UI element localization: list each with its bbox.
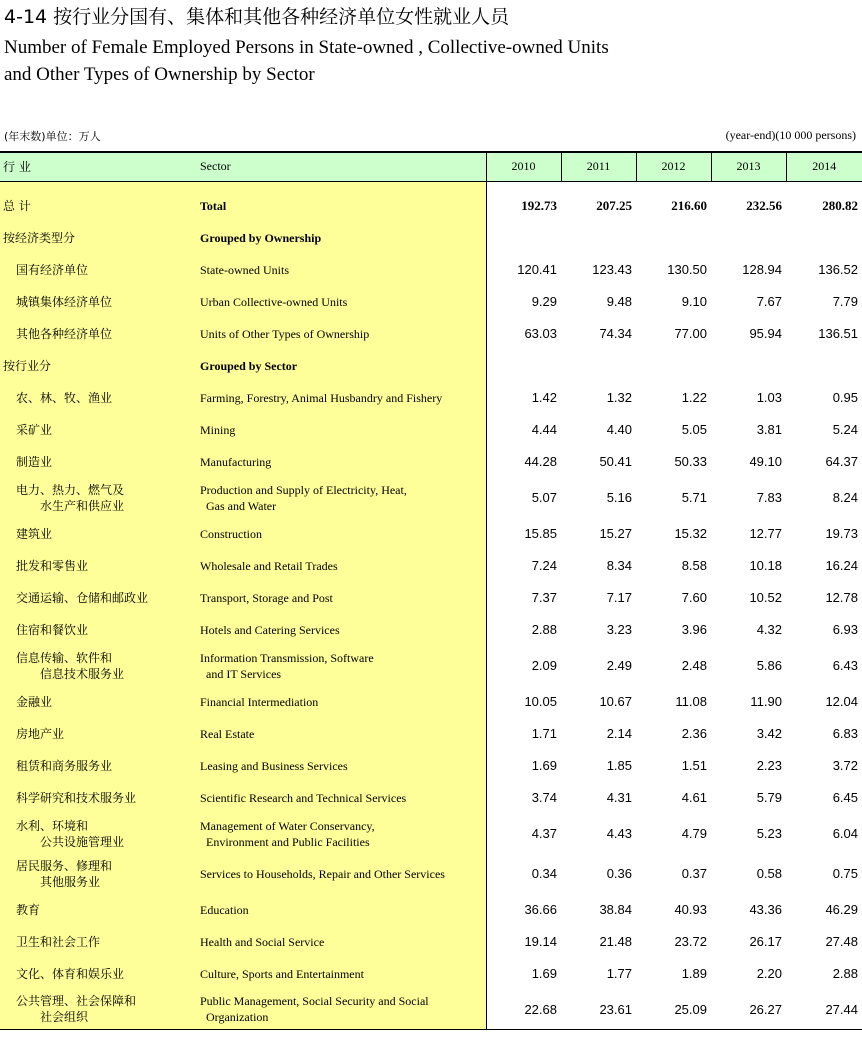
- row-label-chinese-text: 采矿业: [16, 422, 53, 437]
- table-row: [0, 222, 862, 254]
- row-label-english: [196, 478, 486, 518]
- value-cell: 7.24: [486, 550, 561, 582]
- value-cell: 7.60: [636, 582, 711, 614]
- table-row: [0, 446, 862, 478]
- row-label-chinese-continuation: 公共设施管理业: [40, 834, 125, 849]
- value-cell: 10.05: [486, 686, 561, 718]
- row-label-english-continuation: Environment and Public Facilities: [206, 834, 370, 849]
- row-label-english: [196, 414, 486, 446]
- statistics-table: [0, 151, 862, 1030]
- row-label-chinese: [0, 286, 196, 318]
- row-label-english: [196, 190, 486, 222]
- value-cell: 2.48: [636, 646, 711, 686]
- value-cell: 46.29: [786, 894, 862, 926]
- value-cell: 10.18: [711, 550, 786, 582]
- table-title-english-line2: and Other Types of Ownership by Sector: [4, 64, 315, 85]
- value-cell: 44.28: [486, 446, 561, 478]
- value-cell: 8.24: [786, 478, 862, 518]
- value-cell: 3.42: [711, 718, 786, 750]
- value-cell: 5.86: [711, 646, 786, 686]
- row-label-english-text: Public Management, Social Security and Social: [200, 994, 429, 1009]
- row-label-english-text: Farming, Forestry, Animal Husbandry and Fishery: [200, 390, 443, 405]
- header-sector-chinese: 行 业: [0, 152, 196, 181]
- unit-note-english: (year-end)(10 000 persons): [725, 128, 856, 142]
- row-label-english-text: Units of Other Types of Ownership: [200, 326, 370, 341]
- value-cell: 36.66: [486, 894, 561, 926]
- value-cell: 15.32: [636, 518, 711, 550]
- row-label-english-text: Hotels and Catering Services: [200, 622, 340, 637]
- row-label-chinese: [0, 894, 196, 926]
- value-cell: 7.79: [786, 286, 862, 318]
- value-cell: 50.33: [636, 446, 711, 478]
- value-cell: [711, 350, 786, 382]
- value-cell: 4.79: [636, 814, 711, 854]
- row-label-chinese-text: 制造业: [16, 454, 53, 469]
- value-cell: 0.95: [786, 382, 862, 414]
- value-cell: 4.61: [636, 782, 711, 814]
- row-label-english: [196, 854, 486, 894]
- row-label-english: [196, 614, 486, 646]
- row-label-english: [196, 782, 486, 814]
- row-label-english-text: Management of Water Conservancy,: [200, 818, 375, 833]
- table-row: [0, 550, 862, 582]
- table-row: [0, 190, 862, 222]
- value-cell: 1.69: [486, 750, 561, 782]
- value-cell: 27.48: [786, 926, 862, 958]
- value-cell: 16.24: [786, 550, 862, 582]
- row-label-english-text: Education: [200, 902, 249, 917]
- row-label-english-text: Culture, Sports and Entertainment: [200, 966, 364, 981]
- value-cell: 49.10: [711, 446, 786, 478]
- row-label-chinese: [0, 350, 196, 382]
- row-label-english: [196, 582, 486, 614]
- row-label-chinese-text: 其他各种经济单位: [16, 326, 113, 341]
- row-label-chinese-text: 租赁和商务服务业: [16, 758, 113, 773]
- table-row: [0, 414, 862, 446]
- table-body: [0, 181, 862, 1030]
- value-cell: 1.85: [561, 750, 636, 782]
- value-cell: 3.81: [711, 414, 786, 446]
- row-label-english-text: Total: [200, 198, 227, 213]
- value-cell: 130.50: [636, 254, 711, 286]
- row-label-english-text: Real Estate: [200, 726, 255, 741]
- value-cell: 1.69: [486, 958, 561, 990]
- row-label-english: [196, 518, 486, 550]
- value-cell: 22.68: [486, 990, 561, 1030]
- value-cell: 4.43: [561, 814, 636, 854]
- value-cell: 6.04: [786, 814, 862, 854]
- value-cell: 95.94: [711, 318, 786, 350]
- row-label-chinese: [0, 518, 196, 550]
- row-label-chinese-text: 公共管理、社会保障和: [16, 994, 137, 1009]
- row-label-chinese-continuation: 其他服务业: [40, 874, 101, 889]
- value-cell: 64.37: [786, 446, 862, 478]
- table-row: [0, 614, 862, 646]
- value-cell: 10.52: [711, 582, 786, 614]
- table-title-chinese: 4-14 按行业分国有、集体和其他各种经济单位女性就业人员: [4, 6, 510, 28]
- row-label-english-text: Grouped by Sector: [200, 358, 298, 373]
- table-row: [0, 782, 862, 814]
- value-cell: 2.49: [561, 646, 636, 686]
- value-cell: 136.52: [786, 254, 862, 286]
- value-cell: 4.32: [711, 614, 786, 646]
- row-label-chinese-text: 住宿和餐饮业: [16, 622, 89, 637]
- value-cell: [786, 350, 862, 382]
- table-title-english-line1: Number of Female Employed Persons in State-owned , Collective-owned Units: [4, 37, 609, 58]
- value-cell: 23.61: [561, 990, 636, 1030]
- table-row: [0, 382, 862, 414]
- value-cell: 1.77: [561, 958, 636, 990]
- value-cell: 5.07: [486, 478, 561, 518]
- row-label-chinese: [0, 550, 196, 582]
- value-cell: 8.58: [636, 550, 711, 582]
- row-label-chinese: [0, 414, 196, 446]
- row-label-english: [196, 382, 486, 414]
- row-label-chinese: [0, 382, 196, 414]
- row-label-chinese-text: 电力、热力、燃气及: [16, 482, 125, 497]
- row-label-chinese-continuation: 水生产和供应业: [40, 498, 125, 513]
- table-row: [0, 646, 862, 686]
- value-cell: 1.03: [711, 382, 786, 414]
- value-cell: 26.27: [711, 990, 786, 1030]
- value-cell: 0.36: [561, 854, 636, 894]
- value-cell: 280.82: [786, 190, 862, 222]
- value-cell: 15.85: [486, 518, 561, 550]
- value-cell: 19.14: [486, 926, 561, 958]
- row-label-english: [196, 446, 486, 478]
- row-label-english: [196, 926, 486, 958]
- row-label-chinese: [0, 958, 196, 990]
- row-label-chinese-text: 总 计: [3, 198, 31, 213]
- value-cell: 38.84: [561, 894, 636, 926]
- row-label-chinese: [0, 686, 196, 718]
- value-cell: 7.83: [711, 478, 786, 518]
- header-year: 2012: [636, 152, 711, 181]
- value-cell: 0.75: [786, 854, 862, 894]
- value-cell: 21.48: [561, 926, 636, 958]
- row-label-english-text: Production and Supply of Electricity, Heat,: [200, 482, 407, 497]
- value-cell: 0.34: [486, 854, 561, 894]
- value-cell: 12.77: [711, 518, 786, 550]
- value-cell: 1.89: [636, 958, 711, 990]
- value-cell: 7.17: [561, 582, 636, 614]
- row-label-chinese: [0, 990, 196, 1030]
- row-label-english-text: Leasing and Business Services: [200, 758, 348, 773]
- value-cell: 23.72: [636, 926, 711, 958]
- value-cell: 1.32: [561, 382, 636, 414]
- value-cell: 50.41: [561, 446, 636, 478]
- value-cell: 26.17: [711, 926, 786, 958]
- row-label-english-text: State-owned Units: [200, 262, 289, 277]
- value-cell: 120.41: [486, 254, 561, 286]
- value-cell: 15.27: [561, 518, 636, 550]
- value-cell: 4.31: [561, 782, 636, 814]
- header-year: 2011: [561, 152, 636, 181]
- value-cell: 9.10: [636, 286, 711, 318]
- row-label-chinese-continuation: 信息技术服务业: [40, 666, 125, 681]
- row-label-chinese-text: 信息传输、软件和: [16, 650, 113, 665]
- row-label-chinese: [0, 926, 196, 958]
- row-label-english: [196, 286, 486, 318]
- row-label-english: [196, 350, 486, 382]
- row-label-chinese-text: 城镇集体经济单位: [16, 294, 113, 309]
- value-cell: 123.43: [561, 254, 636, 286]
- table-row: [0, 750, 862, 782]
- row-label-english: [196, 894, 486, 926]
- row-label-chinese-text: 文化、体育和娱乐业: [16, 966, 125, 981]
- value-cell: 9.29: [486, 286, 561, 318]
- value-cell: 11.08: [636, 686, 711, 718]
- value-cell: 11.90: [711, 686, 786, 718]
- row-label-chinese-text: 国有经济单位: [16, 262, 89, 277]
- value-cell: 3.74: [486, 782, 561, 814]
- value-cell: 40.93: [636, 894, 711, 926]
- row-label-english-text: Wholesale and Retail Trades: [200, 558, 338, 573]
- value-cell: 207.25: [561, 190, 636, 222]
- row-label-chinese-text: 金融业: [16, 694, 53, 709]
- value-cell: 4.37: [486, 814, 561, 854]
- row-label-chinese: [0, 718, 196, 750]
- row-label-english: [196, 718, 486, 750]
- value-cell: 19.73: [786, 518, 862, 550]
- row-label-chinese-text: 居民服务、修理和: [16, 858, 113, 873]
- row-label-english-text: Mining: [200, 422, 236, 437]
- value-cell: 43.36: [711, 894, 786, 926]
- value-cell: 6.93: [786, 614, 862, 646]
- value-cell: 3.72: [786, 750, 862, 782]
- value-cell: 25.09: [636, 990, 711, 1030]
- header-year: 2010: [486, 152, 561, 181]
- value-cell: 2.23: [711, 750, 786, 782]
- value-cell: [711, 222, 786, 254]
- table-row: [0, 582, 862, 614]
- row-label-english-text: Services to Households, Repair and Other Services: [200, 866, 445, 881]
- row-label-english: [196, 550, 486, 582]
- value-cell: [561, 350, 636, 382]
- table-header-row: [0, 152, 862, 181]
- value-cell: 9.48: [561, 286, 636, 318]
- value-cell: 192.73: [486, 190, 561, 222]
- row-label-chinese-text: 批发和零售业: [16, 558, 89, 573]
- row-label-chinese-continuation: 社会组织: [40, 1010, 89, 1025]
- row-label-chinese: [0, 582, 196, 614]
- value-cell: 216.60: [636, 190, 711, 222]
- value-cell: 12.04: [786, 686, 862, 718]
- table-row: [0, 894, 862, 926]
- row-label-chinese-text: 科学研究和技术服务业: [16, 790, 137, 805]
- row-label-chinese: [0, 750, 196, 782]
- value-cell: 5.71: [636, 478, 711, 518]
- row-label-english: [196, 318, 486, 350]
- value-cell: 232.56: [711, 190, 786, 222]
- row-label-english: [196, 222, 486, 254]
- value-cell: 5.16: [561, 478, 636, 518]
- row-label-chinese: [0, 782, 196, 814]
- row-label-english-text: Health and Social Service: [200, 934, 325, 949]
- value-cell: 2.14: [561, 718, 636, 750]
- value-cell: 8.34: [561, 550, 636, 582]
- value-cell: 1.22: [636, 382, 711, 414]
- table-row: [0, 478, 862, 518]
- value-cell: 128.94: [711, 254, 786, 286]
- row-label-english-continuation: Organization: [206, 1010, 269, 1025]
- value-cell: 1.42: [486, 382, 561, 414]
- value-cell: 2.20: [711, 958, 786, 990]
- value-cell: 0.37: [636, 854, 711, 894]
- value-cell: 7.37: [486, 582, 561, 614]
- value-cell: 3.23: [561, 614, 636, 646]
- row-label-chinese-text: 教育: [16, 902, 41, 917]
- row-label-chinese-text: 水利、环境和: [16, 818, 89, 833]
- row-label-english: [196, 990, 486, 1030]
- row-label-chinese: [0, 446, 196, 478]
- table-row: [0, 686, 862, 718]
- row-label-english-continuation: Gas and Water: [206, 498, 277, 513]
- row-label-english-text: Scientific Research and Technical Services: [200, 790, 407, 805]
- row-label-english: [196, 814, 486, 854]
- row-label-chinese-text: 房地产业: [16, 726, 65, 741]
- row-label-english: [196, 750, 486, 782]
- table-row: [0, 814, 862, 854]
- value-cell: 0.58: [711, 854, 786, 894]
- row-label-chinese: [0, 646, 196, 686]
- value-cell: 27.44: [786, 990, 862, 1030]
- value-cell: 2.09: [486, 646, 561, 686]
- value-cell: 77.00: [636, 318, 711, 350]
- table-row: [0, 286, 862, 318]
- value-cell: 2.36: [636, 718, 711, 750]
- row-label-english-text: Transport, Storage and Post: [200, 590, 333, 605]
- value-cell: 6.43: [786, 646, 862, 686]
- value-cell: 63.03: [486, 318, 561, 350]
- value-cell: 7.67: [711, 286, 786, 318]
- row-label-english-text: Grouped by Ownership: [200, 230, 322, 245]
- table-row: [0, 990, 862, 1030]
- value-cell: [636, 222, 711, 254]
- value-cell: [486, 350, 561, 382]
- value-cell: 136.51: [786, 318, 862, 350]
- row-label-chinese: [0, 478, 196, 518]
- table-row: [0, 926, 862, 958]
- row-label-english: [196, 254, 486, 286]
- value-cell: 5.79: [711, 782, 786, 814]
- row-label-english-text: Manufacturing: [200, 454, 272, 469]
- header-year: 2014: [786, 152, 862, 181]
- value-cell: [786, 222, 862, 254]
- value-cell: 4.40: [561, 414, 636, 446]
- table-row: [0, 958, 862, 990]
- table-row: [0, 718, 862, 750]
- value-cell: 1.51: [636, 750, 711, 782]
- row-label-chinese-text: 农、林、牧、渔业: [16, 390, 113, 405]
- table-row: [0, 350, 862, 382]
- row-label-chinese: [0, 318, 196, 350]
- row-label-chinese-text: 建筑业: [16, 526, 53, 541]
- table-row: [0, 318, 862, 350]
- row-label-english-text: Urban Collective-owned Units: [200, 294, 348, 309]
- value-cell: 4.44: [486, 414, 561, 446]
- value-cell: 2.88: [486, 614, 561, 646]
- row-label-english: [196, 958, 486, 990]
- value-cell: 5.05: [636, 414, 711, 446]
- value-cell: 74.34: [561, 318, 636, 350]
- value-cell: 6.83: [786, 718, 862, 750]
- row-label-chinese: [0, 222, 196, 254]
- row-label-english-text: Financial Intermediation: [200, 694, 319, 709]
- row-label-chinese-text: 卫生和社会工作: [16, 934, 101, 949]
- row-label-english-text: Information Transmission, Software: [200, 650, 374, 665]
- row-label-chinese-text: 按行业分: [3, 358, 52, 373]
- value-cell: 12.78: [786, 582, 862, 614]
- row-label-chinese: [0, 854, 196, 894]
- table-row: [0, 254, 862, 286]
- value-cell: 5.24: [786, 414, 862, 446]
- value-cell: [486, 222, 561, 254]
- table-row: [0, 518, 862, 550]
- value-cell: 3.96: [636, 614, 711, 646]
- row-label-chinese: [0, 254, 196, 286]
- row-label-chinese-text: 按经济类型分: [3, 230, 76, 245]
- row-label-chinese: [0, 190, 196, 222]
- value-cell: [636, 350, 711, 382]
- value-cell: 2.88: [786, 958, 862, 990]
- value-cell: 5.23: [711, 814, 786, 854]
- unit-note-chinese: (年末数)单位：万人: [4, 130, 101, 143]
- row-label-english: [196, 646, 486, 686]
- header-sector-english: Sector: [196, 152, 486, 181]
- row-label-chinese: [0, 814, 196, 854]
- value-cell: 1.71: [486, 718, 561, 750]
- header-year: 2013: [711, 152, 786, 181]
- row-label-english: [196, 686, 486, 718]
- value-cell: [561, 222, 636, 254]
- row-label-chinese-text: 交通运输、仓储和邮政业: [16, 590, 149, 605]
- value-cell: 10.67: [561, 686, 636, 718]
- table-row: [0, 854, 862, 894]
- row-label-english-continuation: and IT Services: [206, 666, 282, 681]
- spacer-row: [0, 181, 862, 190]
- row-label-chinese: [0, 614, 196, 646]
- value-cell: 6.45: [786, 782, 862, 814]
- row-label-english-text: Construction: [200, 526, 262, 541]
